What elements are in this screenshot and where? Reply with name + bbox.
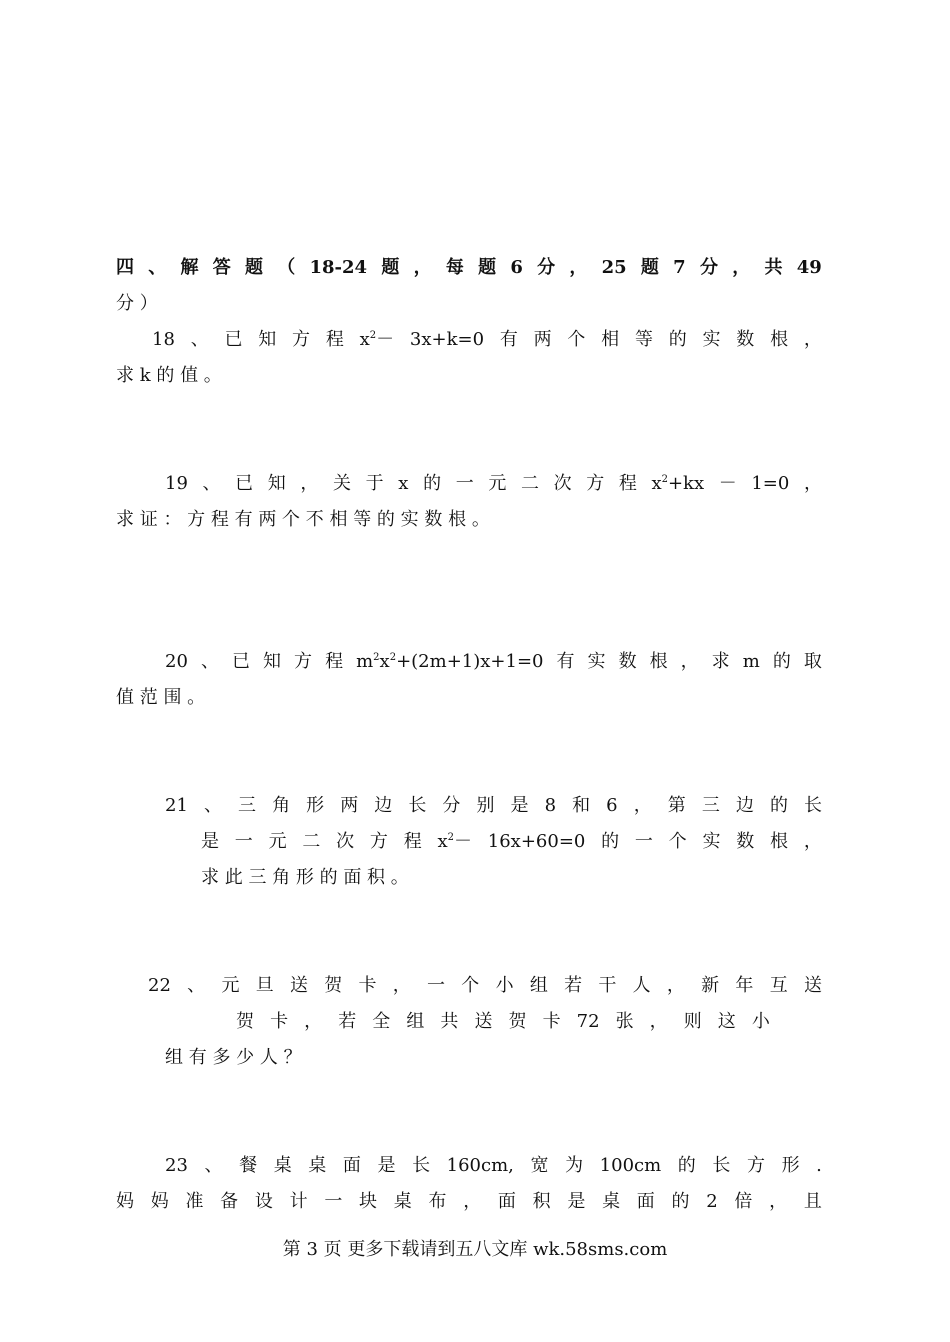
text-token: 3x+k=0 [409,329,485,350]
text-token: 程 [618,473,637,494]
text-token: 长 [408,795,427,816]
section-heading-cont: 分 ） [116,293,158,314]
q22-line3-text: 组 有 多 少 人 ？ [165,1047,302,1068]
text-token: 16x+60=0 [487,831,586,852]
text-token: 25 [601,257,627,278]
text-token: 知 [267,473,286,494]
text-token: 第 [667,795,686,816]
text-token: 2 [706,1191,718,1212]
text-token: 21 [165,795,188,816]
text-token: 新 [701,975,720,996]
text-token: 数 [736,831,755,852]
text-token: ， [569,257,588,278]
q21-line2 [201,830,822,854]
text-token: 160cm, [446,1155,514,1176]
text-token: 三 [701,795,720,816]
text-token: 贺 [508,1011,527,1032]
text-token: 桌 [393,1191,412,1212]
text-token: 一 [455,473,474,494]
text-token: 和 [572,795,591,816]
text-token: 关 [333,473,352,494]
text-token: ， [769,1191,788,1212]
text-token: ， [300,473,319,494]
text-token: 实 [702,329,721,350]
text-token: 数 [736,329,755,350]
text-token: 张 [615,1011,634,1032]
text-token: 次 [336,831,355,852]
text-token: 计 [289,1191,308,1212]
text-token: 已 [224,329,243,350]
text-token: 数 [618,651,637,672]
text-token: 8 [544,795,557,816]
text-token: 方 [746,1155,765,1176]
text-token: 知 [258,329,277,350]
text-token: 的 [677,1155,696,1176]
text-token: 两 [340,795,359,816]
text-token: 23 [165,1155,188,1176]
text-token: 组 [529,975,548,996]
text-token: 贺 [324,975,343,996]
text-token: 边 [374,795,393,816]
text-token: 于 [365,473,384,494]
q22-line3 [165,1046,822,1070]
text-token: 备 [220,1191,239,1212]
text-token: 方 [369,831,388,852]
text-token: ， [649,1011,668,1032]
text-token: 形 [781,1155,800,1176]
text-token: 设 [254,1191,273,1212]
text-token: 桌 [308,1155,327,1176]
text-token: 、 [202,473,221,494]
text-token: 若 [338,1011,357,1032]
text-token: 小 [751,1011,770,1032]
text-token: 送 [803,975,822,996]
text-token: $x^2-$ [437,831,472,852]
text-token: 6 [606,795,618,816]
text-token: 形 [306,795,325,816]
page-footer: 第 3 页 更多下载请到五八文库 wk.58sms.com [282,1239,668,1260]
text-token: 年 [735,975,754,996]
text-token: 求 [711,651,730,672]
text-token: ， [803,831,822,852]
text-token: 18-24 [309,257,368,278]
text-token: ， [463,1191,482,1212]
text-token: 共 [764,257,783,278]
text-token: 19 [165,473,188,494]
text-token: 、 [148,257,167,278]
text-token: 1=0 [751,473,790,494]
text-token: 一 [234,831,253,852]
text-token: 已 [235,473,254,494]
text-token: ， [633,795,652,816]
text-token: 方 [294,651,313,672]
q20-line2-text: 值 范 围 。 [116,687,206,708]
q20-line1 [165,650,822,674]
text-token: 卡 [270,1011,289,1032]
text-token: 的 [601,831,620,852]
text-token: 、 [200,651,219,672]
text-token: 边 [735,795,754,816]
text-token: （ [277,257,296,278]
text-token: 的 [772,651,791,672]
text-token: 个 [567,329,586,350]
q18-line2 [116,364,822,388]
text-token: 是 [201,831,219,852]
text-token: 相 [601,329,620,350]
text-token: 72 [576,1011,600,1032]
text-token: . [816,1155,822,1176]
text-token: 根 [770,329,789,350]
text-token: 有 [499,329,518,350]
text-token: 的 [423,473,442,494]
text-token: 倍 [734,1191,753,1212]
text-token: 二 [302,831,321,852]
text-token: 为 [565,1155,584,1176]
text-token: 根 [770,831,789,852]
text-token: 布 [428,1191,447,1212]
q19-line2-text: 求 证 ： 方 程 有 两 个 不 相 等 的 实 数 根 。 [116,509,490,530]
text-token: 互 [769,975,788,996]
text-token: 卡 [542,1011,561,1032]
text-token: 桌 [602,1191,621,1212]
text-token: 方 [292,329,311,350]
q23-line2 [116,1190,822,1214]
text-token: 一 [324,1191,343,1212]
text-token: ， [413,257,432,278]
text-token: 组 [406,1011,425,1032]
text-token: ， [304,1011,323,1032]
text-token: 长 [804,795,822,816]
text-token: 卡 [358,975,377,996]
text-token: 是 [567,1191,586,1212]
text-token: 每 [445,257,464,278]
text-token: 个 [461,975,480,996]
text-token: 题 [381,257,400,278]
text-token: 则 [683,1011,702,1032]
q18-line2-text: 求 k 的 值 。 [116,365,222,386]
text-token: ， [680,651,699,672]
text-token: x [398,473,409,494]
text-token: － [718,473,737,494]
text-token: 共 [440,1011,459,1032]
text-token: 解 [180,257,199,278]
text-token: 分 [442,795,461,816]
text-token: 分 [699,257,718,278]
text-token: 题 [245,257,263,278]
text-token: 方 [586,473,605,494]
q20-line2 [116,686,822,710]
q19-line2 [116,508,822,532]
text-token: 22 [148,975,171,996]
text-token: 全 [372,1011,391,1032]
text-token: 题 [478,257,497,278]
text-token: 别 [476,795,495,816]
text-token: 取 [803,651,822,672]
text-token: 、 [203,795,222,816]
text-token: ， [803,329,822,350]
text-token: 的 [668,329,687,350]
text-token: 块 [359,1191,378,1212]
text-token: 二 [520,473,539,494]
text-token: 的 [671,1191,690,1212]
text-token: 元 [488,473,507,494]
text-token: 7 [673,257,686,278]
text-token: 程 [403,831,422,852]
text-token: 100cm [599,1155,662,1176]
text-token: 实 [587,651,606,672]
text-token: 答 [212,257,231,278]
q22-line1 [148,974,822,998]
text-token: 妈 [150,1191,169,1212]
text-token: 送 [289,975,308,996]
q22-line2 [236,1010,770,1034]
text-token: 20 [165,651,188,672]
text-token: 一 [634,831,653,852]
text-token: ， [392,975,411,996]
text-token: 干 [598,975,617,996]
q21-line3-text: 求 此 三 角 形 的 面 积 。 [201,867,409,888]
text-token: 长 [712,1155,731,1176]
text-token: $x^2+kx$ [651,473,705,494]
text-token: 贺 [236,1011,254,1032]
q21-line1 [165,794,822,818]
text-token: $x^2-$ [359,329,395,350]
text-token: 程 [325,651,344,672]
text-token: 49 [796,257,822,278]
text-token: 、 [190,329,209,350]
text-token: 个 [668,831,687,852]
text-token: 两 [533,329,552,350]
text-token: 是 [377,1155,396,1176]
text-token: 妈 [116,1191,134,1212]
section-heading-line1 [116,256,822,280]
text-token: 程 [325,329,344,350]
text-token: 18 [152,329,175,350]
text-token: 若 [564,975,583,996]
text-token: 长 [412,1155,431,1176]
text-token: 旦 [255,975,274,996]
text-token: 的 [769,795,788,816]
text-token: 一 [427,975,446,996]
text-token: 且 [803,1191,822,1212]
text-token: 餐 [239,1155,258,1176]
q19-line1 [165,472,822,496]
text-token: 次 [553,473,572,494]
q21-line3 [201,866,822,890]
q23-line1 [165,1154,822,1178]
text-token: 面 [342,1155,361,1176]
text-token: 实 [702,831,721,852]
text-token: ， [732,257,751,278]
text-token: 是 [510,795,529,816]
q18-line1 [152,328,822,352]
text-token: 元 [221,975,240,996]
text-token: 准 [185,1191,204,1212]
text-token: 这 [717,1011,736,1032]
text-token: 三 [238,795,257,816]
text-token: 6 [510,257,523,278]
text-token: 桌 [273,1155,292,1176]
text-token: 元 [268,831,287,852]
text-token: 面 [497,1191,516,1212]
text-token: 送 [474,1011,493,1032]
text-token: ， [666,975,685,996]
text-token: 小 [495,975,514,996]
text-token: 角 [272,795,291,816]
text-token: $m^2x^2+(2m+1)x+1=0$ [356,651,544,672]
text-token: 知 [263,651,281,672]
text-token: 有 [556,651,575,672]
text-token: 面 [636,1191,655,1212]
text-token: m [742,651,760,672]
text-token: 分 [537,257,556,278]
text-token: 根 [649,651,668,672]
text-token: 、 [204,1155,223,1176]
text-token: 已 [231,651,250,672]
text-token: 、 [187,975,206,996]
text-token: 宽 [530,1155,549,1176]
text-token: 人 [632,975,651,996]
text-token: 四 [116,257,134,278]
section-heading-line2 [116,292,822,316]
text-token: 积 [532,1191,551,1212]
text-token: 题 [640,257,659,278]
text-token: ， [803,473,822,494]
text-token: 等 [634,329,653,350]
